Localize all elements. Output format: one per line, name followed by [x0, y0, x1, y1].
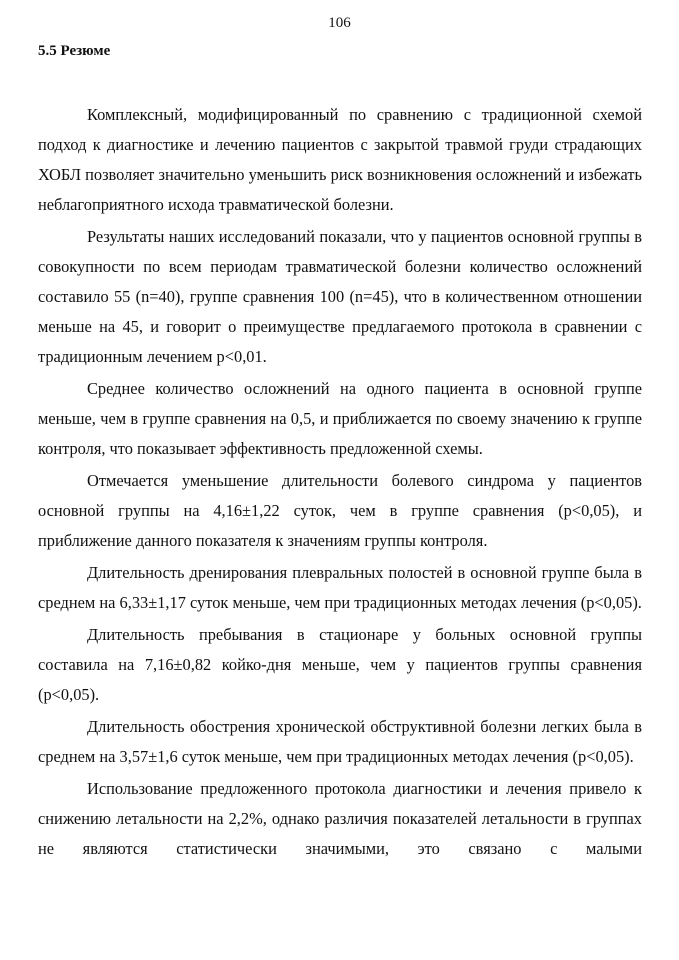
paragraph-6: Длительность пребывания в стационаре у больных основной группы составила на 7,16±0,82 койко-дня меньше, чем у пациентов группы сравнения (p<0,05). — [38, 625, 642, 704]
paragraph-3: Среднее количество осложнений на одного пациента в основной группе меньше, чем в группе сравнения на 0,5, и приближается по своему значению к группе контроля, что показывает эффективность предложенной схемы. — [38, 379, 642, 458]
paragraph-2: Результаты наших исследований показали, что у пациентов основной группы в совокупности по всем периодам травматической болезни количество осложнений составило 55 (n=40), группе сравнения 100 (n=45), что в количественном отношении меньше на 45, и говорит о преимуществе предлагаемого протокола в сравнении с традиционным лечением p<0,01. — [38, 227, 642, 366]
paragraph-8: Использование предложенного протокола диагностики и лечения привело к снижению летальности на 2,2%, однако различия показателей летальности в группах не являются статистически значимыми, это связано с малыми — [38, 779, 642, 858]
section-heading: 5.5 Резюме — [38, 43, 111, 59]
page-number: 106 — [328, 15, 351, 31]
body-text — [38, 100, 642, 866]
paragraph-7: Длительность обострения хронической обструктивной болезни легких была в среднем на 3,57±1,6 суток меньше, чем при традиционных методах лечения (p<0,05). — [38, 717, 642, 766]
paragraph-1: Комплексный, модифицированный по сравнению с традиционной схемой подход к диагностике и лечению пациентов с закрытой травмой груди страдающих ХОБЛ позволяет значительно уменьшить риск возникновения осложнений и избежать неблагоприятного исхода травматической болезни. — [38, 105, 642, 214]
paragraph-4: Отмечается уменьшение длительности болевого синдрома у пациентов основной группы на 4,16±1,22 суток, чем в группе сравнения (p<0,05), и приближение данного показателя к значениям группы контроля. — [38, 471, 642, 550]
paragraph-5: Длительность дренирования плевральных полостей в основной группе была в среднем на 6,33±1,17 суток меньше, чем при традиционных методах лечения (p<0,05). — [38, 563, 642, 612]
